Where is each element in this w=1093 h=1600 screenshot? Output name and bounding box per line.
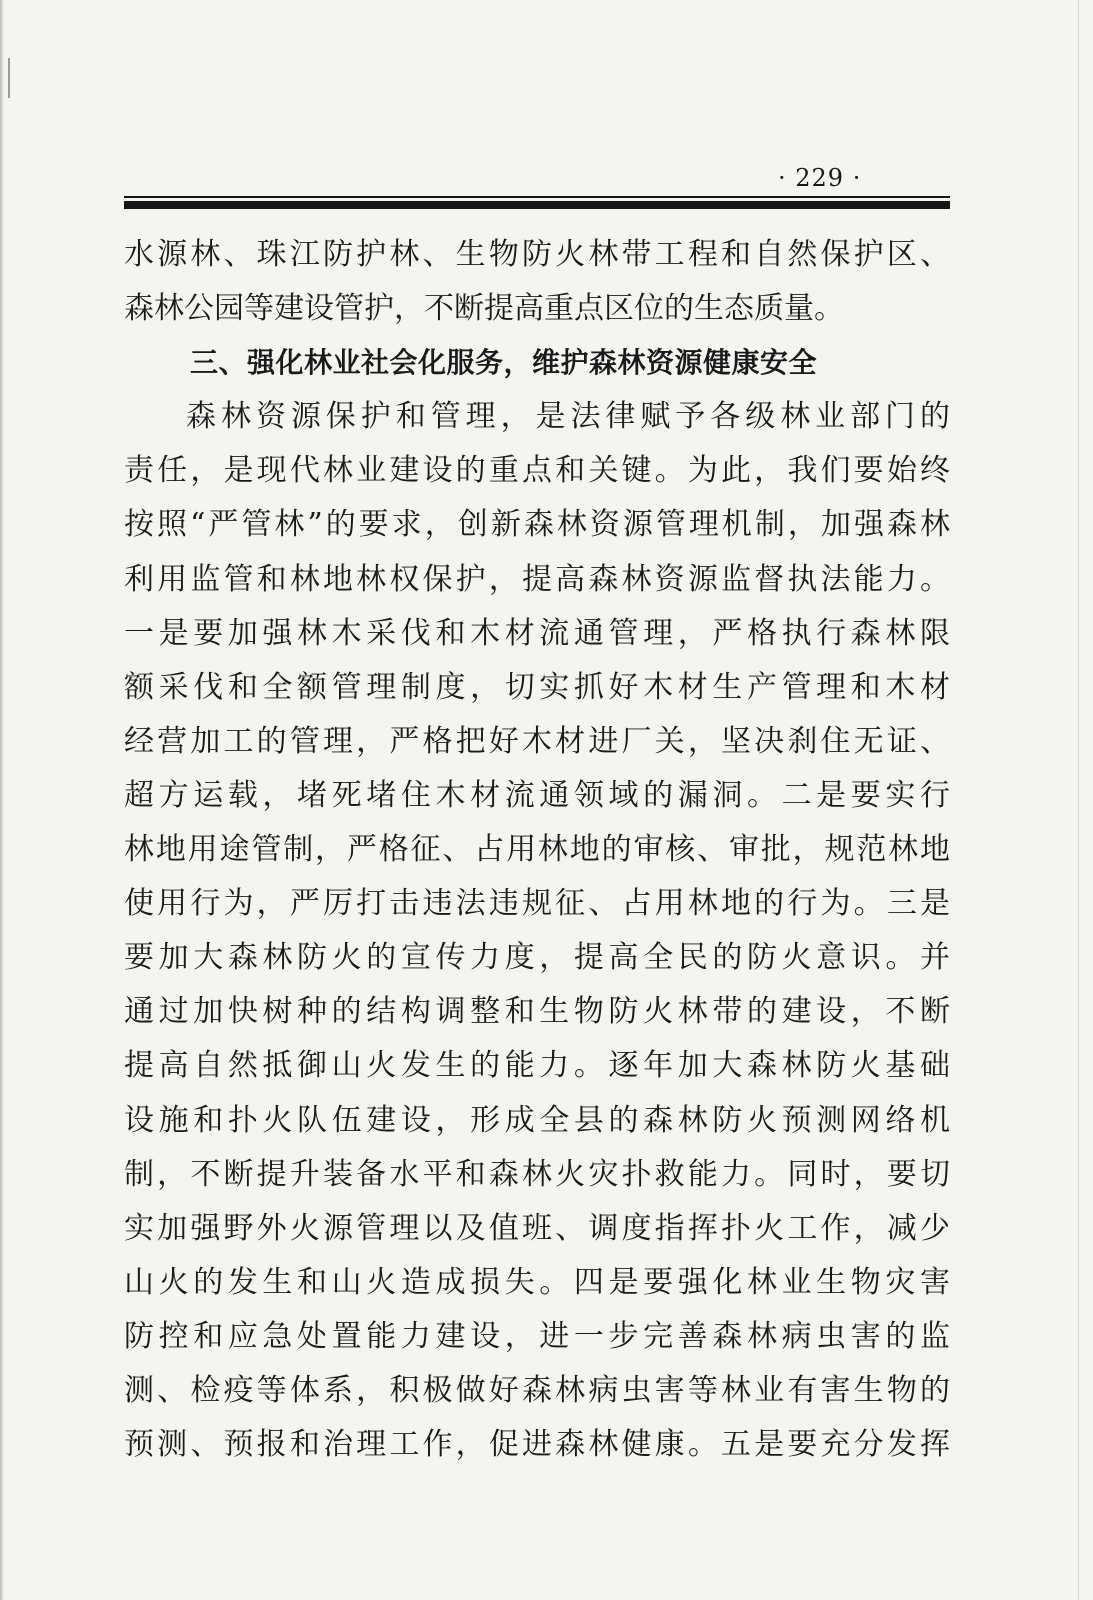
text-line: 责任，是现代林业建设的重点和关键。为此，我们要始终	[124, 453, 950, 489]
text-line: 制，不断提升装备水平和森林火灾扑救能力。同时，要切	[124, 1156, 950, 1192]
text-line: 预测、预报和治理工作，促进森林健康。五是要充分发挥	[124, 1427, 950, 1463]
text-line: 提高自然抵御山火发生的能力。逐年加大森林防火基础	[124, 1048, 950, 1084]
scan-mark	[8, 58, 10, 98]
scan-edge-right	[1078, 0, 1079, 1600]
text-line: 森林公园等建设管护，不断提高重点区位的生态质量。	[124, 291, 844, 327]
text-line: 实加强野外火源管理以及值班、调度指挥扑火工作，减少	[124, 1210, 950, 1246]
text-line: 设施和扑火队伍建设，形成全县的森林防火预测网络机	[124, 1102, 950, 1138]
text-line: 测、检疫等体系，积极做好森林病虫害等林业有害生物的	[124, 1372, 950, 1408]
scan-edge-left	[0, 0, 4, 1600]
text-line: 防控和应急处置能力建设，进一步完善森林病虫害的监	[124, 1318, 950, 1354]
text-line: 山火的发生和山火造成损失。四是要强化林业生物灾害	[124, 1264, 950, 1300]
text-line: 要加大森林防火的宣传力度，提高全民的防火意识。并	[124, 940, 950, 976]
text-line: 通过加快树种的结构调整和生物防火林带的建设，不断	[124, 994, 950, 1030]
paragraph-start-line: 森林资源保护和管理，是法律赋予各级林业部门的	[186, 399, 950, 435]
text-line: 超方运载，堵死堵住木材流通领域的漏洞。二是要实行	[124, 777, 950, 813]
text-line: 按照“严管林”的要求，创新森林资源管理机制，加强森林	[124, 507, 950, 543]
text-line: 使用行为，严厉打击违法违规征、占用林地的行为。三是	[124, 886, 950, 922]
page-number: · 229 ·	[778, 164, 862, 192]
text-line: 一是要加强林木采伐和木材流通管理，严格执行森林限	[124, 615, 950, 651]
text-line: 利用监管和林地林权保护，提高森林资源监督执法能力。	[124, 561, 950, 597]
header-rule	[124, 196, 950, 209]
text-line: 林地用途管制，严格征、占用林地的审核、审批，规范林地	[124, 832, 950, 868]
text-line: 额采伐和全额管理制度，切实抓好木材生产管理和木材	[124, 669, 950, 705]
text-line: 经营加工的管理，严格把好木材进厂关，坚决刹住无证、	[124, 723, 950, 759]
section-heading: 三、强化林业社会化服务，维护森林资源健康安全	[190, 346, 818, 380]
text-line: 水源林、珠江防护林、生物防火林带工程和自然保护区、	[124, 237, 950, 272]
body-text	[124, 228, 950, 1472]
